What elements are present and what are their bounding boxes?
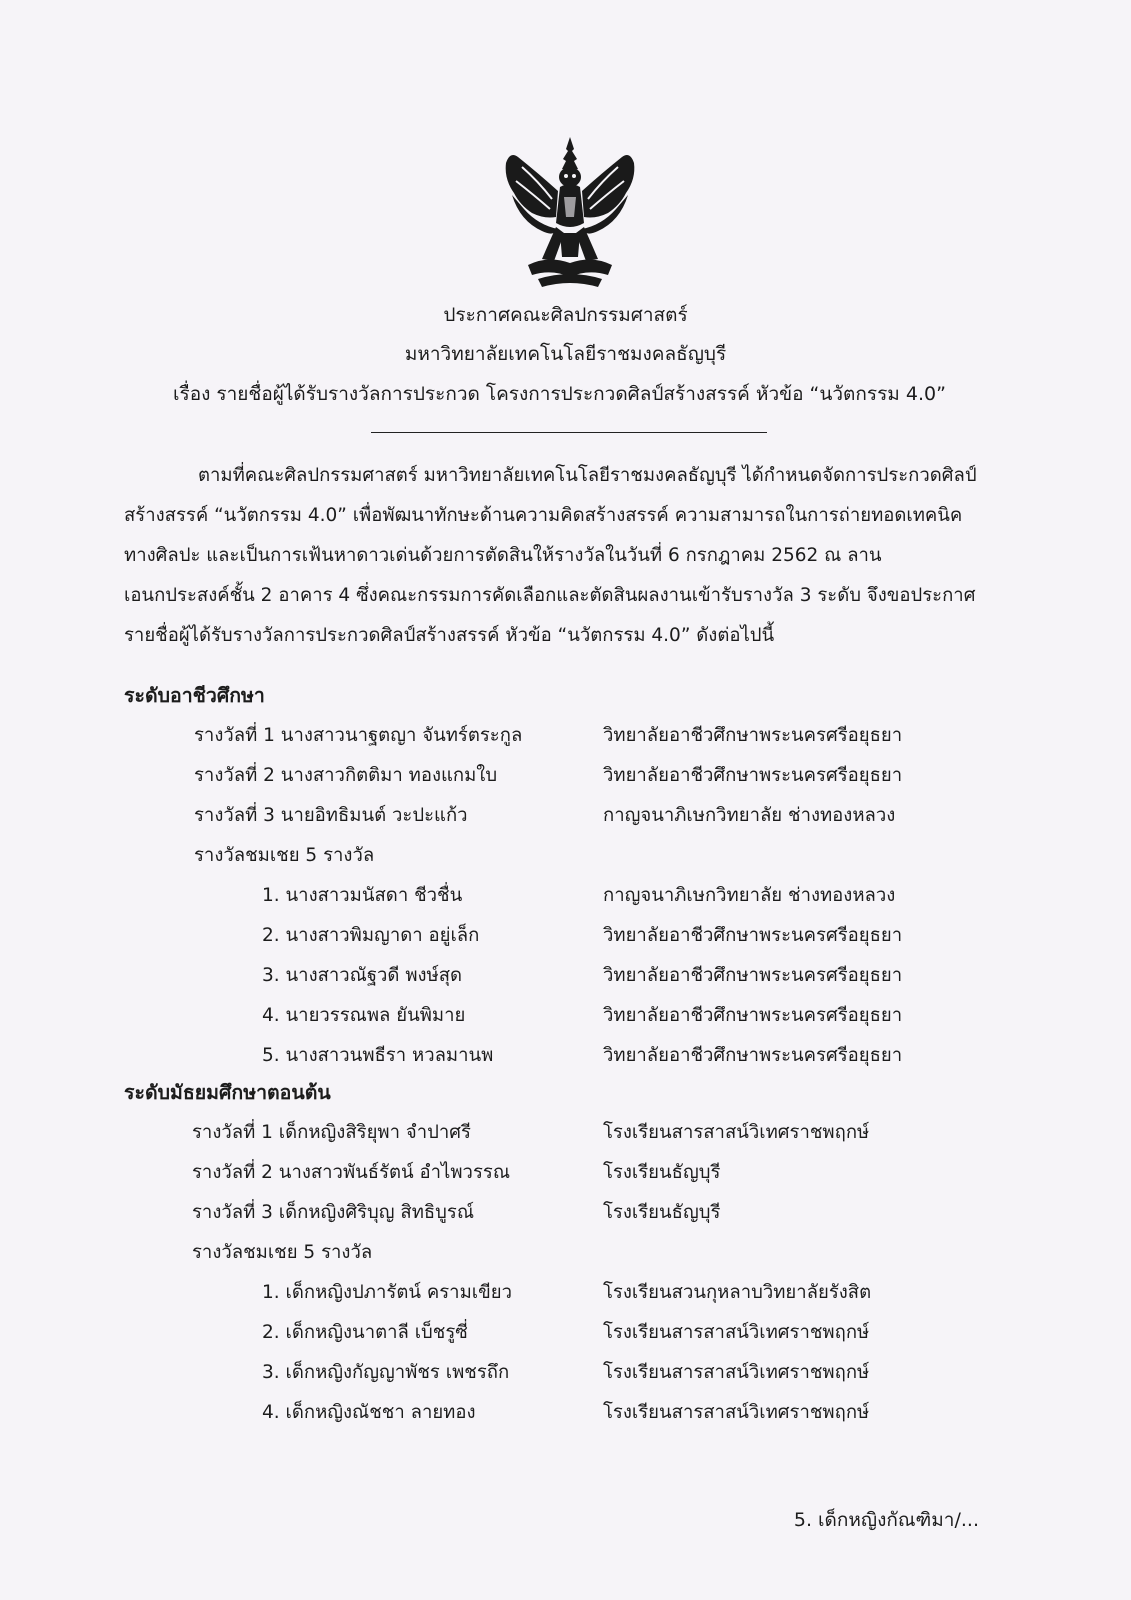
list-item [0,881,1131,911]
institution: โรงเรียนสารสาสน์วิเทศราชพฤกษ์ [603,1402,870,1423]
list-item [0,1158,1131,1188]
body-line: ทางศิลปะ และเป็นการเฟ้นหาดาวเด่นด้วยการตัดสินให้รางวัลในวันที่ 6 กรกฎาคม 2562 ณ ลาน [124,545,882,566]
list-item [0,761,1131,791]
list-item [0,961,1131,991]
institution: กาญจนาภิเษกวิทยาลัย ช่างทองหลวง [603,805,896,826]
list-item [0,1278,1131,1308]
section-title-lower-secondary: ระดับมัธยมศึกษาตอนต้น [124,1081,331,1104]
institution: วิทยาลัยอาชีวศึกษาพระนครศรีอยุธยา [603,965,903,986]
list-item [0,721,1131,751]
award-winner: รางวัลที่ 2 นางสาวพันธ์รัตน์ อำไพวรรณ [192,1162,510,1183]
list-item [0,1041,1131,1071]
honorable-mention-heading: รางวัลชมเชย 5 รางวัล [192,1242,373,1263]
award-winner: รางวัลที่ 3 นายอิทธิมนต์ วะปะแก้ว [194,805,468,826]
institution: โรงเรียนสวนกุหลาบวิทยาลัยรังสิต [603,1282,872,1303]
list-item [0,1238,1131,1268]
award-winner: 5. นางสาวนพธีรา หวลมานพ [262,1045,494,1066]
section-title-vocational: ระดับอาชีวศึกษา [124,684,265,707]
list-item [0,921,1131,951]
award-winner: 3. เด็กหญิงกัญญาพัชร เพชรถึก [262,1362,510,1383]
award-winner: 1. นางสาวมนัสดา ชีวชื่น [262,885,463,906]
institution: วิทยาลัยอาชีวศึกษาพระนครศรีอยุธยา [603,765,903,786]
award-winner: 3. นางสาวณัฐวดี พงษ์สุด [262,965,463,986]
award-winner: รางวัลที่ 3 เด็กหญิงศิริบุญ สิทธิบูรณ์ [192,1202,475,1223]
institution: โรงเรียนธัญบุรี [603,1162,721,1183]
body-line: ตามที่คณะศิลปกรรมศาสตร์ มหาวิทยาลัยเทคโนโลยีราชมงคลธัญบุรี ได้กำหนดจัดการประกวดศิลป์ [198,465,977,486]
university-name: มหาวิทยาลัยเทคโนโลยีราชมงคลธัญบุรี [404,343,727,365]
award-winner: 2. นางสาวพิมญาดา อยู่เล็ก [262,925,480,946]
list-item [0,1318,1131,1348]
body-line: สร้างสรรค์ “นวัตกรรม 4.0” เพื่อพัฒนาทักษะด้านความคิดสร้างสรรค์ ความสามารถในการถ่ายทอดเทคนิค [124,505,963,526]
award-winner: 2. เด็กหญิงนาตาลี เบ็ชรูซี่ [262,1322,468,1343]
award-winner: รางวัลที่ 2 นางสาวกิตติมา ทองแกมใบ [194,765,498,786]
garuda-emblem-icon [498,133,642,297]
header-divider [371,432,767,433]
award-winner: 1. เด็กหญิงปภารัตน์ ครามเขียว [262,1282,512,1303]
list-item [0,1118,1131,1148]
institution: วิทยาลัยอาชีวศึกษาพระนครศรีอยุธยา [603,925,903,946]
award-winner: รางวัลที่ 1 นางสาวนาฐตญา จันทร์ตระกูล [194,725,523,746]
announcement-subject: เรื่อง รายชื่อผู้ได้รับรางวัลการประกวด โครงการประกวดศิลป์สร้างสรรค์ หัวข้อ “นวัตกรรม 4.0” [173,383,946,405]
list-item [0,1001,1131,1031]
list-item [0,1398,1131,1428]
award-winner: รางวัลที่ 1 เด็กหญิงสิริยุพา จำปาศรี [192,1122,471,1143]
institution: วิทยาลัยอาชีวศึกษาพระนครศรีอยุธยา [603,1045,903,1066]
list-item [0,1358,1131,1388]
page-continuation: 5. เด็กหญิงกัณฑิมา/... [793,1509,979,1531]
institution: กาญจนาภิเษกวิทยาลัย ช่างทองหลวง [603,885,896,906]
institution: โรงเรียนธัญบุรี [603,1202,721,1223]
institution: วิทยาลัยอาชีวศึกษาพระนครศรีอยุธยา [603,725,903,746]
institution: โรงเรียนสารสาสน์วิเทศราชพฤกษ์ [603,1362,870,1383]
list-item [0,1198,1131,1228]
award-winner: 4. นายวรรณพล ยันพิมาย [262,1005,466,1026]
announcement-title: ประกาศคณะศิลปกรรมศาสตร์ [443,304,688,326]
body-line: เอนกประสงค์ชั้น 2 อาคาร 4 ซึ่งคณะกรรมการคัดเลือกและตัดสินผลงานเข้ารับรางวัล 3 ระดับ จึงขอประกาศ [124,585,976,606]
institution: โรงเรียนสารสาสน์วิเทศราชพฤกษ์ [603,1322,870,1343]
honorable-mention-heading: รางวัลชมเชย 5 รางวัล [194,845,375,866]
list-item [0,801,1131,831]
list-item [0,841,1131,871]
award-winner: 4. เด็กหญิงณัชชา ลายทอง [262,1402,476,1423]
institution: วิทยาลัยอาชีวศึกษาพระนครศรีอยุธยา [603,1005,903,1026]
institution: โรงเรียนสารสาสน์วิเทศราชพฤกษ์ [603,1122,870,1143]
body-line: รายชื่อผู้ได้รับรางวัลการประกวดศิลป์สร้างสรรค์ หัวข้อ “นวัตกรรม 4.0” ดังต่อไปนี้ [124,625,775,646]
